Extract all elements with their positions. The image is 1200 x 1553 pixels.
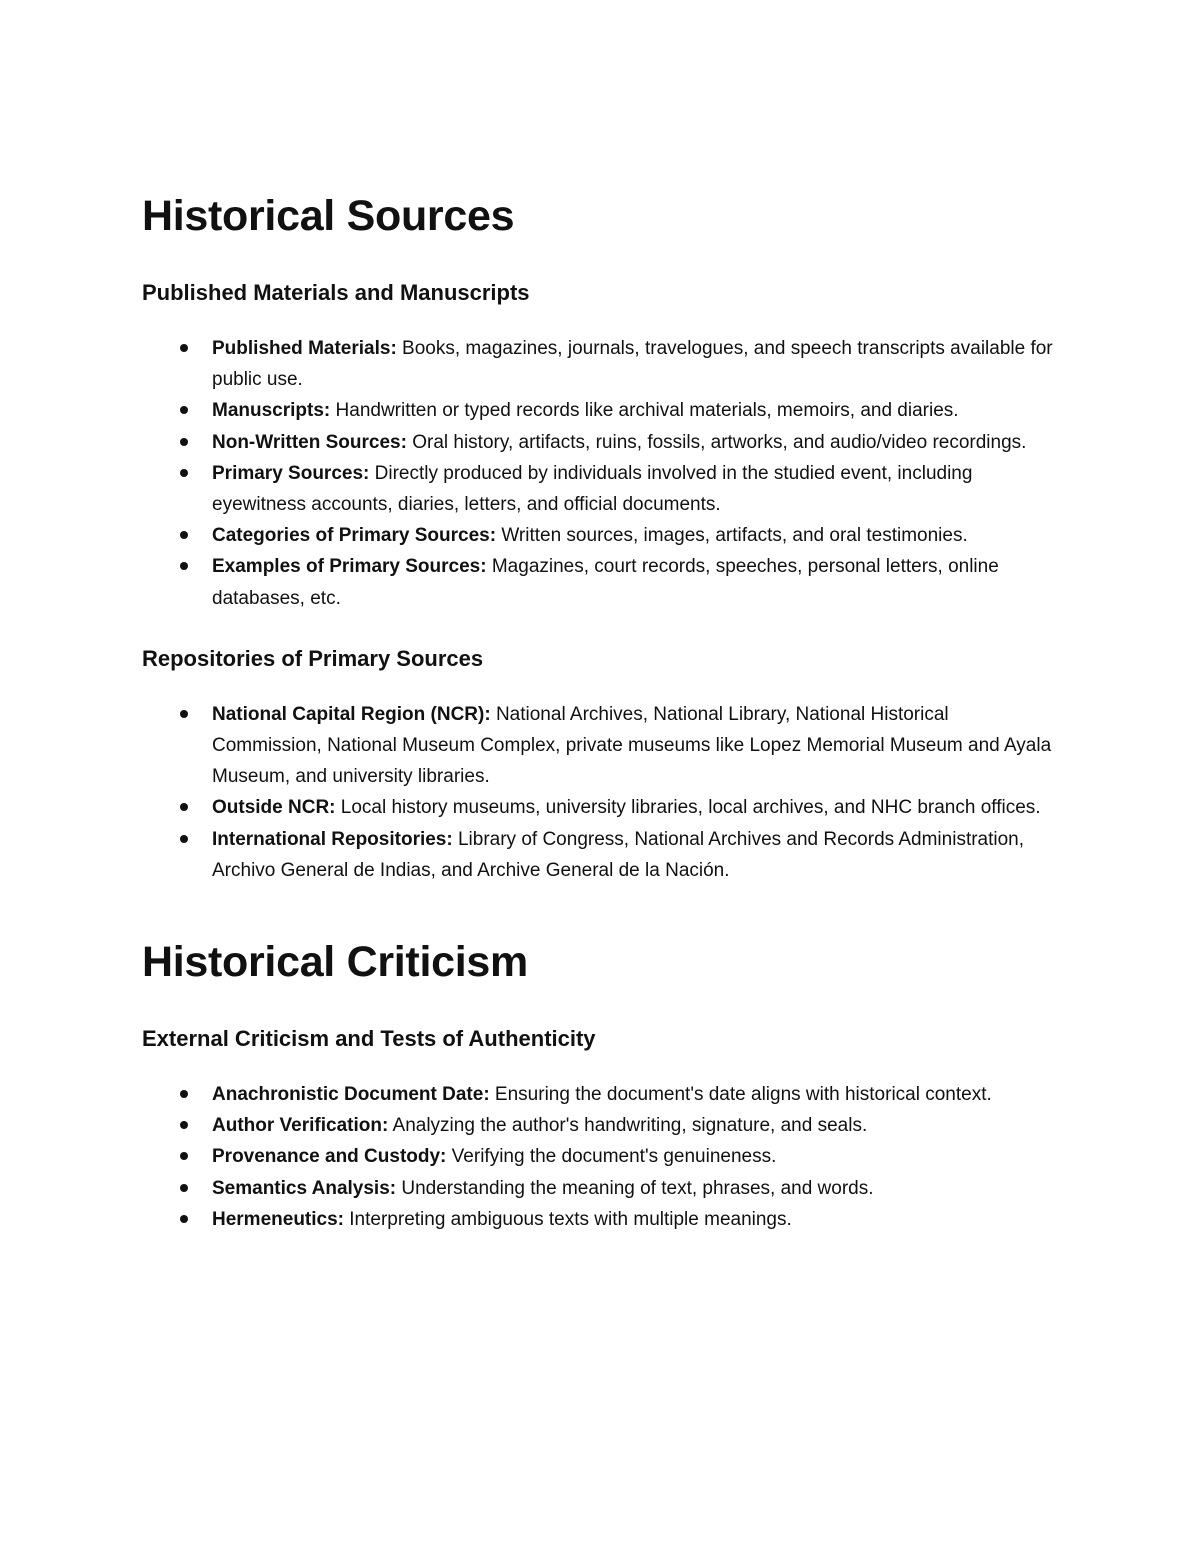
item-text: Local history museums, university libraries, local archives, and NHC branch offices. xyxy=(335,797,1041,819)
bullet-icon xyxy=(180,1152,188,1160)
item-text: Verifying the document's genuineness. xyxy=(446,1146,777,1168)
list-item xyxy=(142,395,1062,426)
item-text: Handwritten or typed records like archival materials, memoirs, and diaries. xyxy=(330,400,959,422)
list-item xyxy=(142,427,1062,458)
item-term: Primary Sources: xyxy=(212,462,370,484)
repositories-list xyxy=(142,699,1062,886)
list-item xyxy=(142,551,1062,613)
item-text: Analyzing the author's handwriting, signature, and seals. xyxy=(388,1115,868,1137)
bullet-icon xyxy=(180,1215,188,1223)
bullet-icon xyxy=(180,406,188,414)
item-term: Hermeneutics: xyxy=(212,1208,344,1230)
list-item xyxy=(142,1173,1062,1204)
bullet-icon xyxy=(180,531,188,539)
list-item xyxy=(142,1110,1062,1141)
item-term: Semantics Analysis: xyxy=(212,1177,397,1199)
item-text: Understanding the meaning of text, phrases, and words. xyxy=(396,1177,874,1199)
list-item xyxy=(142,1204,1062,1235)
item-term: Categories of Primary Sources: xyxy=(212,525,497,547)
item-text: Directly produced by individuals involved in the studied event, including eyewitness accounts, diaries, letters, and official documents. xyxy=(212,462,973,516)
item-text: Library of Congress, National Archives and Records Administration, Archivo General de Indias, and Archive General de la Nación. xyxy=(212,828,1025,881)
external-criticism-list xyxy=(142,1079,1062,1235)
bullet-icon xyxy=(180,469,188,477)
bullet-icon xyxy=(180,438,188,446)
bullet-icon xyxy=(180,1121,188,1129)
list-item xyxy=(142,1079,1062,1110)
list-item xyxy=(142,333,1062,395)
item-term: Published Materials: xyxy=(212,338,397,359)
bullet-icon xyxy=(180,803,188,811)
section-title-historical-criticism: Historical Criticism xyxy=(142,938,528,987)
subsection-title-repositories: Repositories of Primary Sources xyxy=(142,645,484,671)
item-term: National Capital Region (NCR): xyxy=(212,703,491,725)
item-text: Books, magazines, journals, travelogues, and speech transcripts available for public use. xyxy=(212,338,1053,391)
item-text: Ensuring the document's date aligns with historical context. xyxy=(489,1084,992,1106)
item-term: Anachronistic Document Date: xyxy=(212,1084,490,1106)
document-page xyxy=(142,188,1062,1235)
item-text: Interpreting ambiguous texts with multiple meanings. xyxy=(344,1208,792,1230)
list-item xyxy=(142,1141,1062,1172)
list-item xyxy=(142,792,1062,823)
item-term: Manuscripts: xyxy=(212,400,331,422)
item-term: International Repositories: xyxy=(212,828,453,850)
bullet-icon xyxy=(180,835,188,843)
subsection-title-published-materials: Published Materials and Manuscripts xyxy=(142,280,530,305)
list-item xyxy=(142,824,1062,886)
bullet-icon xyxy=(180,562,188,570)
item-text: Magazines, court records, speeches, personal letters, online databases, etc. xyxy=(212,556,999,609)
list-item xyxy=(142,458,1062,520)
item-term: Provenance and Custody: xyxy=(212,1146,447,1168)
list-item xyxy=(142,520,1062,551)
bullet-icon xyxy=(180,710,188,718)
item-text: Oral history, artifacts, ruins, fossils, artworks, and audio/video recordings. xyxy=(406,431,1027,453)
item-term: Outside NCR: xyxy=(212,797,336,819)
bullet-icon xyxy=(180,1090,188,1098)
item-term: Author Verification: xyxy=(212,1115,389,1137)
item-term: Examples of Primary Sources: xyxy=(212,556,487,578)
subsection-title-external-criticism: External Criticism and Tests of Authenticity xyxy=(142,1026,596,1052)
published-materials-list xyxy=(142,333,1062,614)
item-term: Non-Written Sources: xyxy=(212,431,407,453)
list-item xyxy=(142,699,1062,793)
bullet-icon xyxy=(180,1184,188,1192)
section-title-historical-sources: Historical Sources xyxy=(142,192,515,240)
bullet-icon xyxy=(180,344,188,352)
item-text: Written sources, images, artifacts, and oral testimonies. xyxy=(496,525,968,547)
item-text: National Archives, National Library, National Historical Commission, National Museum Complex, private museums like Lopez Memorial Museum and Ayala Museum, and university libraries. xyxy=(212,703,1052,788)
